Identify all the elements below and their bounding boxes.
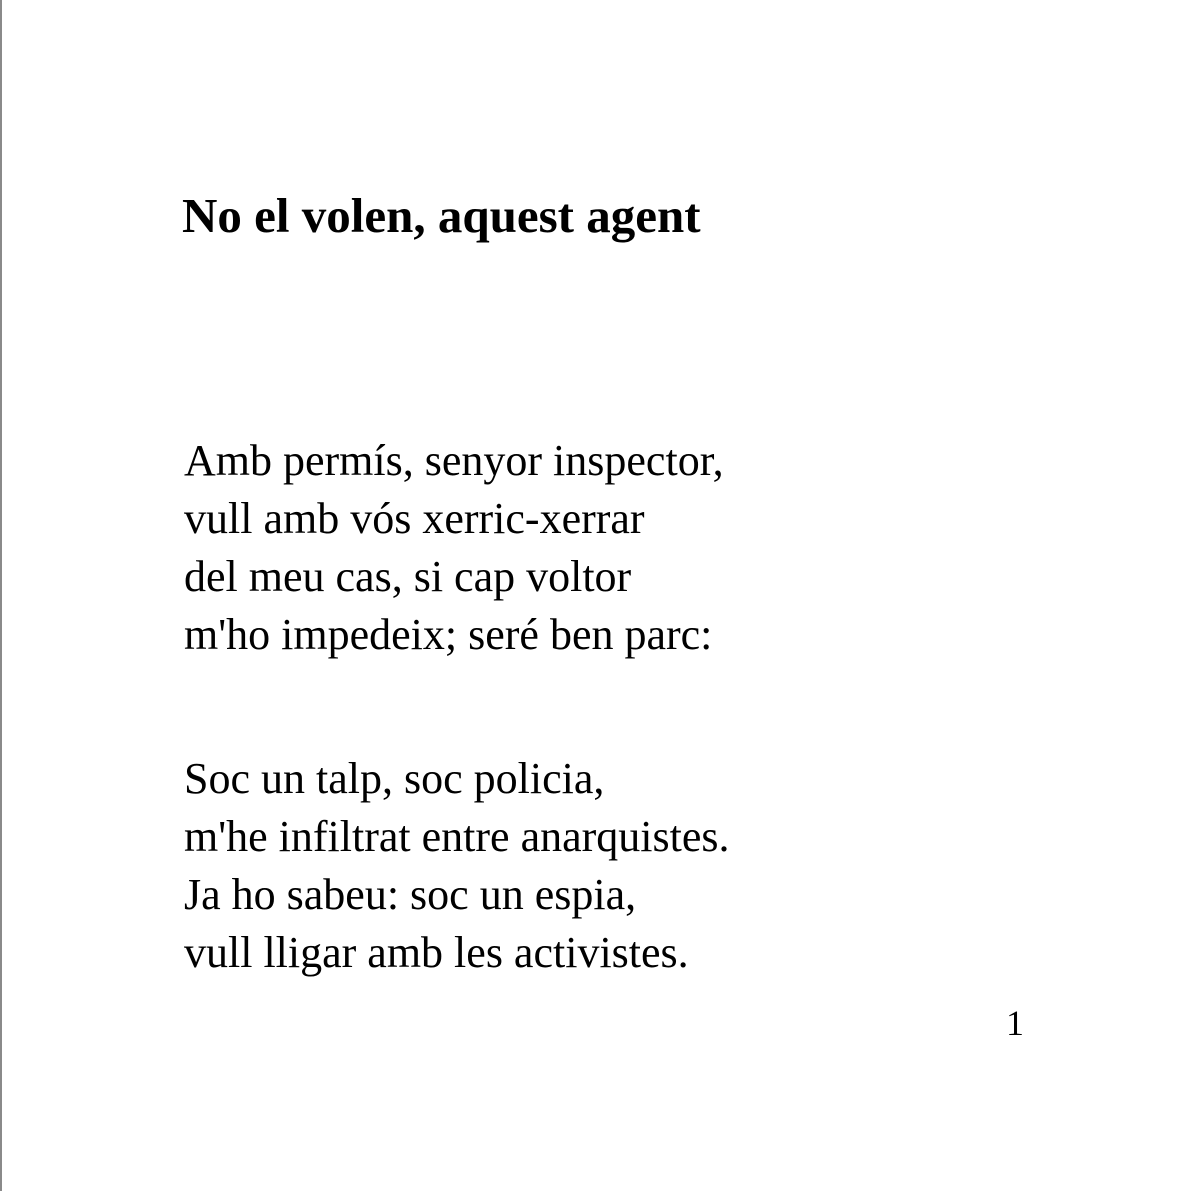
poem-line: Soc un talp, soc policia, bbox=[184, 754, 605, 803]
poem-line: Amb permís, senyor inspector, bbox=[184, 436, 724, 485]
poem-title: No el volen, aquest agent bbox=[182, 188, 701, 243]
stanza-1 bbox=[184, 432, 724, 664]
poem-line: m'ho impedeix; seré ben parc: bbox=[184, 610, 713, 659]
page-number: 1 bbox=[1006, 1003, 1024, 1043]
stanza-2 bbox=[184, 750, 730, 982]
poem-line: del meu cas, si cap voltor bbox=[184, 552, 632, 601]
poem-line: vull lligar amb les activistes. bbox=[184, 928, 689, 977]
poem-line: Ja ho sabeu: soc un espia, bbox=[184, 870, 637, 919]
poem-line: vull amb vós xerric-xerrar bbox=[184, 494, 645, 543]
poem-line: m'he infiltrat entre anarquistes. bbox=[184, 812, 730, 861]
